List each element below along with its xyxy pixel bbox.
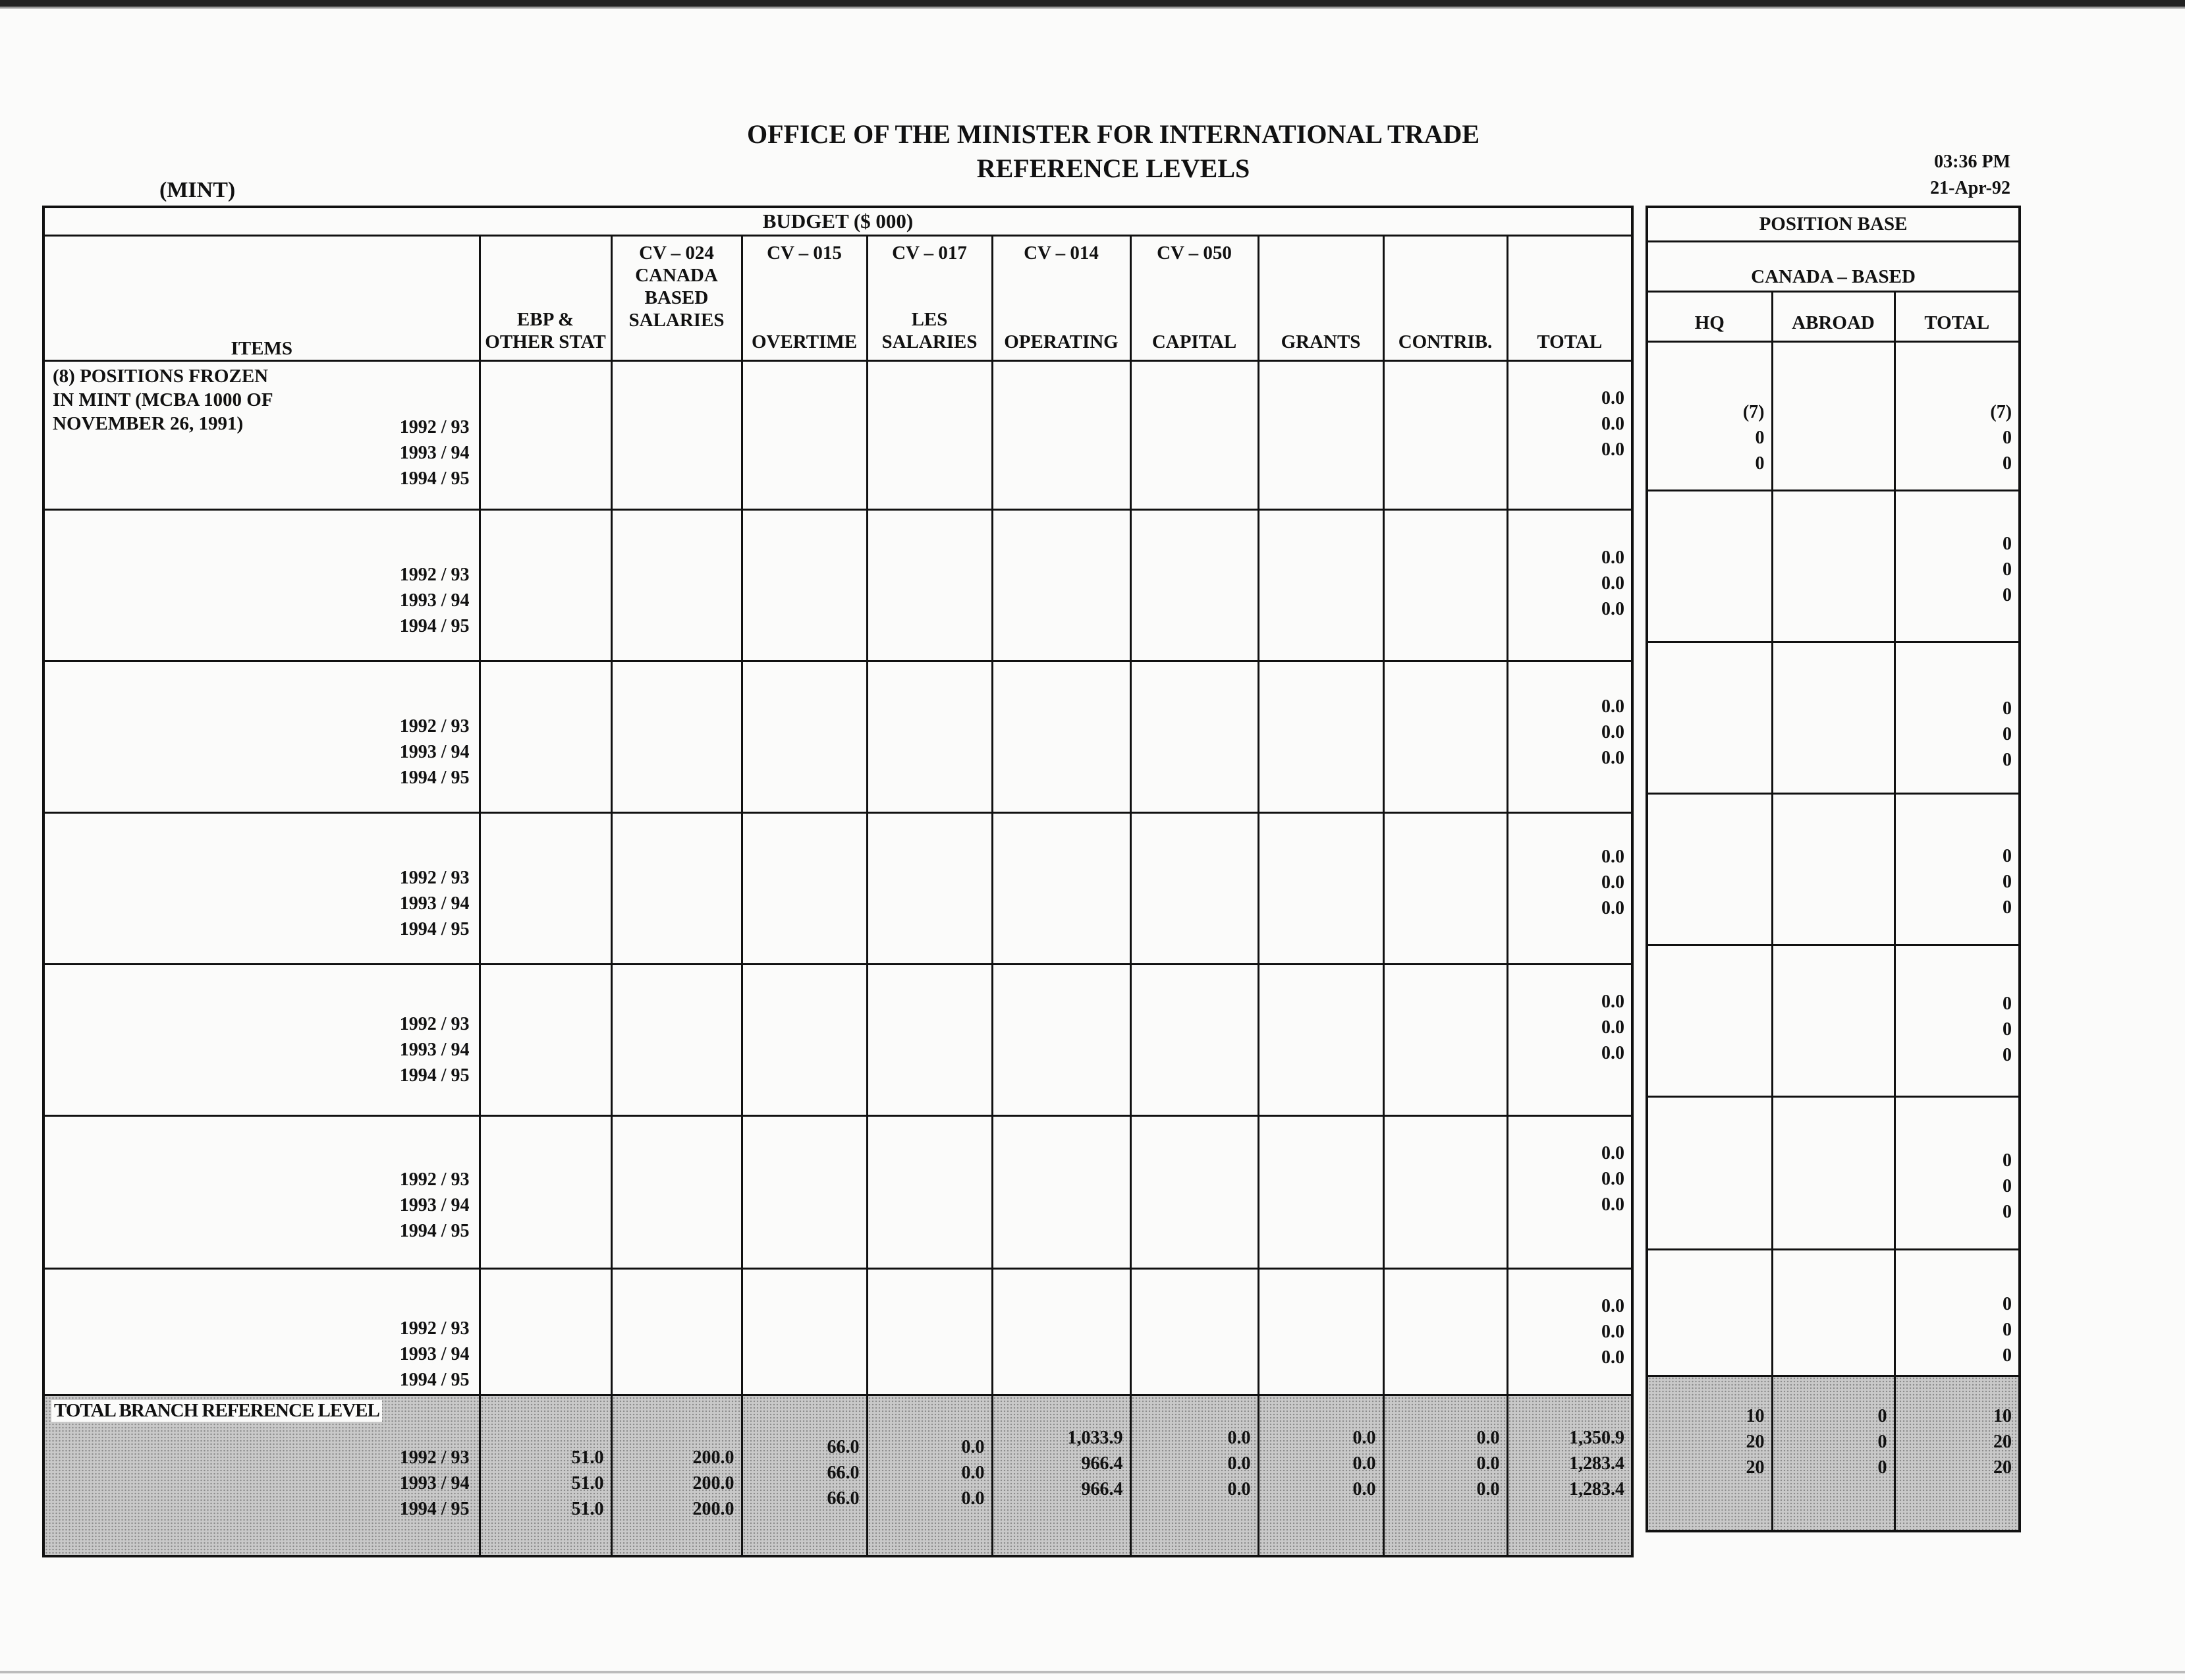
row-total-values: 0.0 0.0 0.0 [1601,696,1625,768]
total-salaries-values: 200.0 200.0 200.0 [692,1447,734,1519]
pos-total-cell [1895,341,2020,490]
total-total-values: 1,350.9 1,283.4 1,283.4 [1569,1428,1625,1499]
col-abroad: ABROAD [1772,291,1895,341]
total-contrib-values: 0.0 0.0 0.0 [1476,1428,1500,1499]
hq-values: (7) 0 0 [1742,401,1765,474]
table-row [1647,341,2020,490]
total-salaries [611,1395,742,1556]
hq-cell [1647,341,1772,490]
fiscal-years: 1992 / 93 1993 / 94 1994 / 95 [399,716,470,788]
total-cell [1507,965,1632,1116]
col-cv017-code: CV – 017 [892,242,967,264]
total-cell [1507,510,1632,661]
table-row [1647,642,2020,793]
timestamp [1930,149,2010,202]
total-branch-row [43,1395,1632,1556]
total-cell [1507,1116,1632,1269]
budget-column-headers [43,236,1632,361]
total-cell [1507,361,1632,510]
total-abroad-values: 0 0 0 [1877,1405,1887,1478]
position-base-caption: POSITION BASE [1647,207,2020,241]
col-cv017 [867,236,992,361]
canada-based-caption: CANADA – BASED [1647,241,2020,291]
pos-total-cell [1895,1249,2020,1376]
col-total: TOTAL [1507,236,1632,361]
total-operating-values: 1,033.9 966.4 966.4 [1067,1428,1123,1499]
fiscal-years: 1992 / 93 1993 / 94 1994 / 95 [399,1169,470,1241]
fiscal-years: 1992 / 93 1993 / 94 1994 / 95 [399,1447,470,1519]
total-hq [1647,1376,1772,1531]
table-row [43,661,1632,813]
fiscal-years: 1992 / 93 1993 / 94 1994 / 95 [399,868,470,939]
col-cv014-label: OPERATING [1004,331,1119,352]
scan-bottom-edge [0,1671,2185,1673]
col-grants: GRANTS [1258,236,1383,361]
scan-top-edge [0,0,2185,7]
position-base-table [1646,206,2021,1532]
total-grants [1258,1395,1383,1556]
pos-total-cell [1895,1096,2020,1249]
pos-total-values: 0 0 0 [2003,533,2012,605]
table-row [1647,1249,2020,1376]
pos-total-cell [1895,945,2020,1096]
page-subtitle: REFERENCE LEVELS [976,154,1250,183]
item-cell [43,361,480,510]
total-branch-label: TOTAL BRANCH REFERENCE LEVEL [51,1400,382,1422]
item-label: (8) POSITIONS FROZEN IN MINT (MCBA 1000 OF NOVEMBER 26, 1991) [53,366,273,434]
total-les [867,1395,992,1556]
pos-total-values: 0 0 0 [2003,1293,2012,1366]
table-row [1647,1096,2020,1249]
row-total-values: 0.0 0.0 0.0 [1601,1296,1625,1368]
col-ebp [480,236,611,361]
total-total [1507,1395,1632,1556]
total-cell [1507,813,1632,965]
col-cv015-label: OVERTIME [751,331,858,352]
total-hq-values: 10 20 20 [1746,1405,1765,1478]
scan-top-edge-shadow [0,7,2185,9]
col-cv024 [611,236,742,361]
col-cv050 [1130,236,1258,361]
total-capital [1130,1395,1258,1556]
total-pos-total [1895,1376,2020,1531]
page-title: OFFICE OF THE MINISTER FOR INTERNATIONAL TRADE [746,119,1480,149]
table-row [43,1116,1632,1269]
table-row [43,965,1632,1116]
row-total-values: 0.0 0.0 0.0 [1601,847,1625,918]
total-contrib [1383,1395,1507,1556]
total-les-values: 0.0 0.0 0.0 [961,1437,985,1509]
col-cv050-label: CAPITAL [1151,331,1237,352]
col-cv014 [992,236,1130,361]
total-pos-total-values: 10 20 20 [1993,1405,2012,1478]
fiscal-years: 1992 / 93 1993 / 94 1994 / 95 [399,1014,470,1086]
table-row [1647,793,2020,945]
pos-total-values: 0 0 0 [2003,993,2012,1065]
row-total-values: 0.0 0.0 0.0 [1601,547,1625,619]
total-overtime-values: 66.0 66.0 66.0 [827,1437,860,1509]
table-row [43,1269,1632,1395]
fiscal-years: 1992 / 93 1993 / 94 1994 / 95 [399,1318,470,1390]
table-row [1647,490,2020,642]
table-row [43,813,1632,965]
col-contrib: CONTRIB. [1383,236,1507,361]
item-cell [43,813,480,965]
position-total-row [1647,1376,2020,1531]
total-ebp [480,1395,611,1556]
table-row [43,510,1632,661]
fiscal-years: 1992 / 93 1993 / 94 1994 / 95 [399,417,470,489]
office-code: (MINT) [159,178,236,202]
pos-total-values: 0 0 0 [2003,698,2012,770]
fiscal-years: 1992 / 93 1993 / 94 1994 / 95 [399,565,470,636]
item-cell [43,661,480,813]
position-column-headers [1647,291,2020,341]
pos-total-values: 0 0 0 [2003,1150,2012,1222]
total-ebp-values: 51.0 51.0 51.0 [571,1447,604,1519]
table-row [1647,945,2020,1096]
item-cell [43,1269,480,1395]
row-total-values: 0.0 0.0 0.0 [1601,992,1625,1063]
item-cell [43,510,480,661]
col-cv024-label: CANADA BASED SALARIES [628,265,725,331]
items-header-label: ITEMS [231,338,292,359]
pos-total-cell [1895,642,2020,793]
row-total-values: 0.0 0.0 0.0 [1601,1143,1625,1215]
total-cell [1507,661,1632,813]
col-hq: HQ [1647,291,1772,341]
print-date: 21-Apr-92 [1930,178,2010,198]
col-cv014-code: CV – 014 [1024,242,1099,264]
print-time: 03:36 PM [1934,152,2010,172]
total-cell [1507,1269,1632,1395]
total-abroad [1772,1376,1895,1531]
total-overtime [742,1395,867,1556]
col-cv050-code: CV – 050 [1157,242,1232,264]
col-pos-total: TOTAL [1895,291,2020,341]
items-header [43,236,480,361]
item-cell [43,965,480,1116]
item-cell [43,1116,480,1269]
total-operating [992,1395,1130,1556]
row-total-values: 0.0 0.0 0.0 [1601,388,1625,460]
total-capital-values: 0.0 0.0 0.0 [1227,1428,1251,1499]
table-row [43,361,1632,510]
pos-total-values: (7) 0 0 [1990,401,2012,474]
col-cv017-label: LES SALARIES [881,309,978,352]
col-cv015-code: CV – 015 [767,242,842,264]
col-cv024-code: CV – 024 [639,242,714,264]
col-cv015 [742,236,867,361]
total-grants-values: 0.0 0.0 0.0 [1352,1428,1376,1499]
pos-total-values: 0 0 0 [2003,845,2012,918]
pos-total-cell [1895,490,2020,642]
col-ebp-label: EBP & OTHER STAT [485,309,606,352]
budget-table [42,206,1634,1557]
total-branch-label-cell [43,1395,480,1556]
budget-caption: BUDGET ($ 000) [43,207,1632,236]
pos-total-cell [1895,793,2020,945]
